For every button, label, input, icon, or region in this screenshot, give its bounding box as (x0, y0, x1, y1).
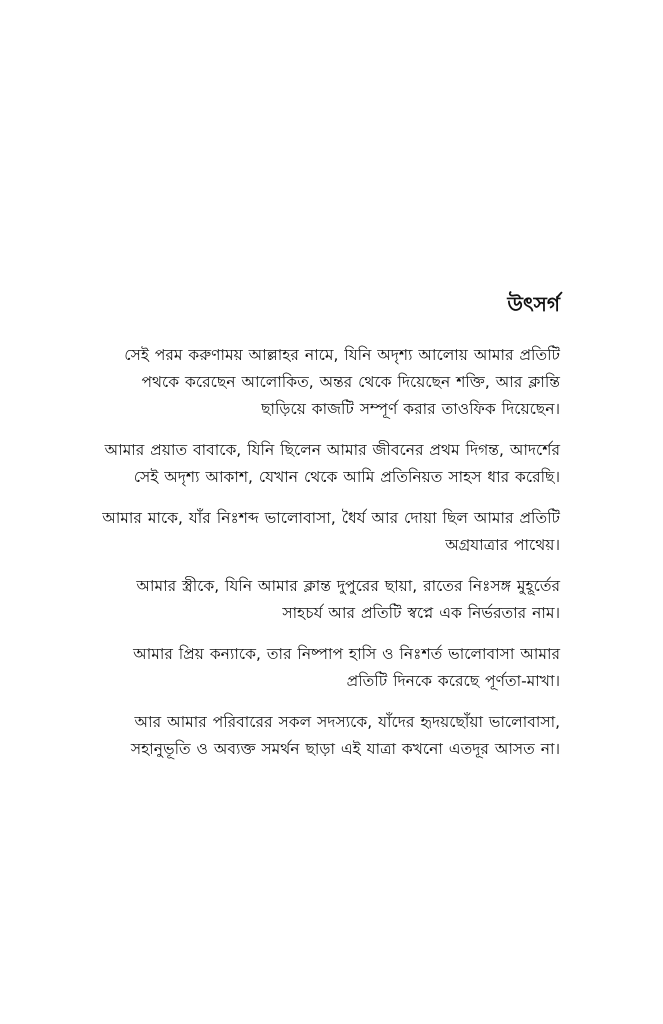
dedication-paragraph-god: সেই পরম করুণাময় আল্লাহর নামে, যিনি অদৃশ্য আলোয় আমার প্রতিটি পথকে করেছেন আলোকিত, অন্তর থেকে দিয়েছেন শক্তি, আর ক্লান্তি ছাড়িয়ে কাজটি সম্পূর্ণ করার তাওফিক দিয়েছেন। (124, 346, 560, 418)
dedication-paragraph-wife: আমার স্ত্রীকে, যিনি আমার ক্লান্ত দুপুরের ছায়া, রাতের নিঃসঙ্গ মুহূর্তের সাহচর্য আর প্রতিটি স্বপ্নে এক নির্ভরতার নাম। (136, 577, 560, 622)
dedication-section (100, 288, 560, 777)
dedication-paragraph-mother: আমার মাকে, যাঁর নিঃশব্দ ভালোবাসা, ধৈর্য আর দোয়া ছিল আমার প্রতিটি অগ্রযাত্রার পাথেয়। (102, 509, 560, 554)
dedication-title: উৎসর্গ (507, 292, 560, 316)
dedication-paragraph-father: আমার প্রয়াত বাবাকে, যিনি ছিলেন আমার জীবনের প্রথম দিগন্ত, আদর্শের সেই অদৃশ্য আকাশ, যেখান থেকে আমি প্রতিনিয়ত সাহস ধার করেছি। (104, 441, 560, 486)
dedication-paragraph-family: আর আমার পরিবারের সকল সদস্যকে, যাঁদের হৃদয়ছোঁয়া ভালোবাসা, সহানুভূতি ও অব্যক্ত সমর্থন ছাড়া এই যাত্রা কখনো এতদূর আসত না। (130, 713, 560, 758)
dedication-paragraph-daughter: আমার প্রিয় কন্যাকে, তার নিষ্পাপ হাসি ও নিঃশর্ত ভালোবাসা আমার প্রতিটি দিনকে করেছে পূর্ণতা-মাখা। (133, 645, 560, 690)
